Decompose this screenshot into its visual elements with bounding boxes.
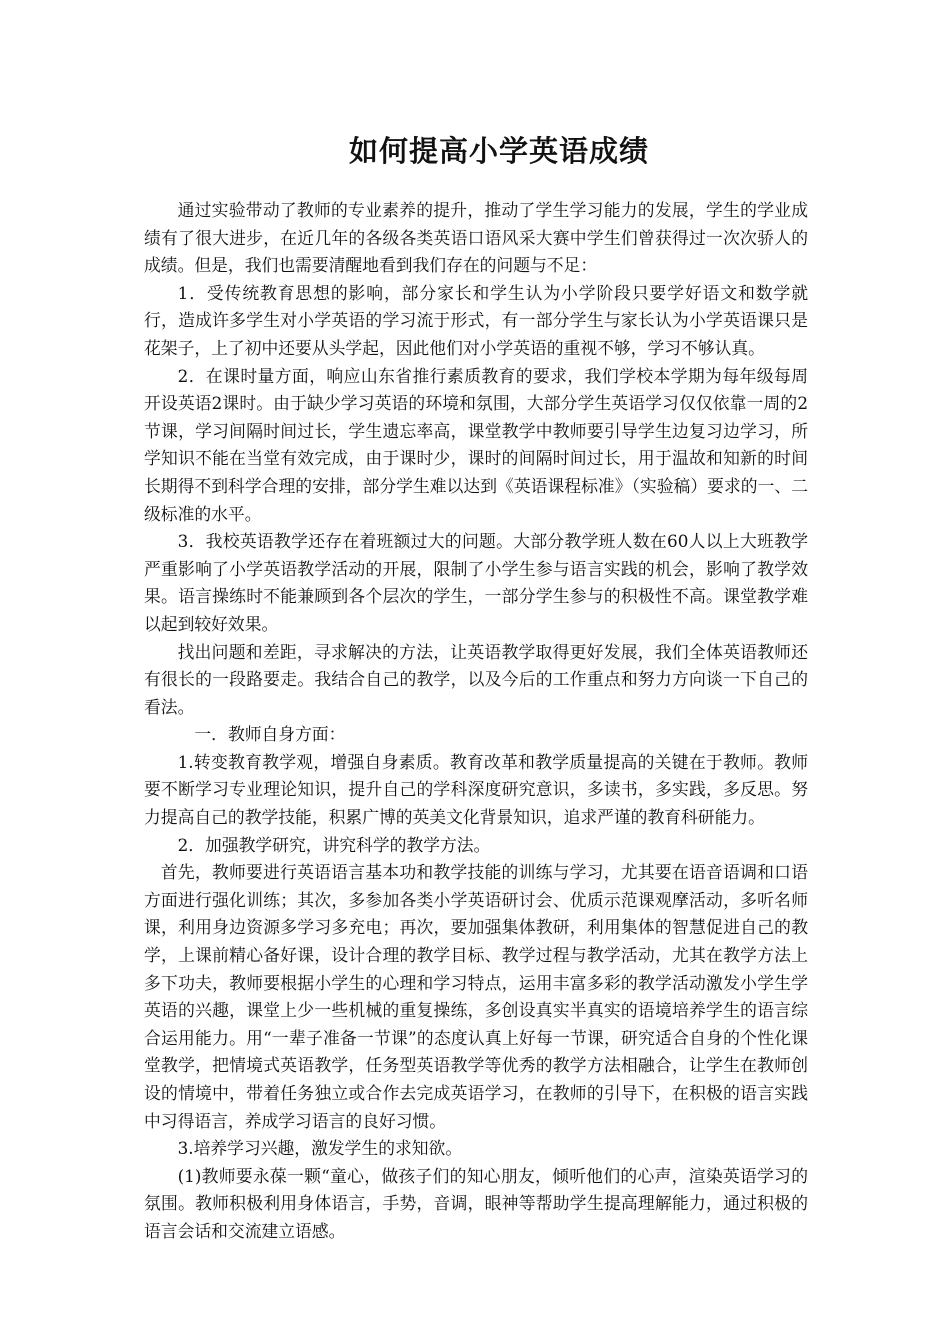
paragraph-point-2: 2．加强教学研究，讲究科学的教学方法。	[177, 834, 491, 855]
document-body	[144, 197, 808, 1246]
paragraph-point-3-item-1: (1)教师要永葆一颗“童心，做孩子们的知心朋友，倾听他们的心声，渲染英语学习的氛围。教师积极利用身体语言，手势，音调，眼神等帮助学生提高理解能力，通过积极的语言会话和交流建立语感。	[144, 1165, 808, 1241]
paragraph-point-1: 1.转变教育教学观，增强自身素质。教育改革和教学质量提高的关键在于教师。教师要不断学习专业理论知识，提升自己的学科深度研究意识，多读书，多实践，多反思。努力提高自己的教学技能，积累广博的英美文化背景知识，追求严谨的教育科研能力。	[144, 751, 808, 828]
section-heading-teacher: 一．教师自身方面：	[194, 724, 346, 745]
paragraph-problem-1: 1．受传统教育思想的影响，部分家长和学生认为小学阶段只要学好语文和数学就行，造成许多学生对小学英语的学习流于形式，有一部分学生与家长认为小学英语课只是花架子，上了初中还要从头学起，因此他们对小学英语的重视不够，学习不够认真。	[144, 282, 808, 358]
document-title: 如何提高小学英语成绩	[348, 134, 649, 168]
paragraph-transition: 找出问题和差距，寻求解决的方法，让英语教学取得更好发展，我们全体英语教师还有很长的一段路要走。我结合自己的教学，以及今后的工作重点和努力方向谈一下自己的看法。	[144, 641, 808, 717]
paragraph-point-2-detail: 首先，教师要进行英语语言基本功和教学技能的训练与学习，尤其要在语音语调和口语方面进行强化训练；其次，多参加各类小学英语研讨会、优质示范课观摩活动，多听名师课，利用身边资源多学习多充电；再次，要加强集体教研，利用集体的智慧促进自己的教学，上课前精心备好课，设计合理的教学目标、教学过程与教学活动，尤其在教学方法上多下功夫，教师要根据小学生的心理和学习特点，运用丰富多彩的教学活动激发小学生学英语的兴趣，课堂上少一些机械的重复操练，多创设真实半真实的语境培养学生的语言综合运用能力。用“一辈子准备一节课”的态度认真上好每一节课，研究适合自身的个性化课堂教学，把情境式英语教学，任务型英语教学等优秀的教学方法相融合，让学生在教师创设的情境中，带着任务独立或合作去完成英语学习，在教师的引导下，在积极的语言实践中习得语言，养成学习语言的良好习惯。	[144, 862, 808, 1131]
paragraph-point-3: 3.培养学习兴趣，激发学生的求知欲。	[177, 1138, 463, 1159]
paragraph-intro: 通过实验带动了教师的专业素养的提升，推动了学生学习能力的发展，学生的学业成绩有了很大进步，在近几年的各级各类英语口语风采大赛中学生们曾获得过一次次骄人的成绩。但是，我们也需要清醒地看到我们存在的问题与不足：	[144, 200, 808, 276]
paragraph-problem-3: 3．我校英语教学还存在着班额过大的问题。大部分教学班人数在60人以上大班教学严重影响了小学英语教学活动的开展，限制了小学生参与语言实践的机会，影响了教学效果。语言操练时不能兼顾到各个层次的学生，一部分学生参与的积极性不高。课堂教学难以起到较好效果。	[144, 531, 808, 634]
paragraph-problem-2: 2．在课时量方面，响应山东省推行素质教育的要求，我们学校本学期为每年级每周开设英语2课时。由于缺少学习英语的环境和氛围，大部分学生英语学习仅仅依靠一周的2节课，学习间隔时间过长，学生遗忘率高，课堂教学中教师要引导学生边复习边学习，所学知识不能在当堂有效完成，由于课时少，课时的间隔时间过长，用于温故和知新的时间长期得不到科学合理的安排，部分学生难以达到《英语课程标准》（实验稿）要求的一、二级标准的水平。	[144, 365, 808, 524]
